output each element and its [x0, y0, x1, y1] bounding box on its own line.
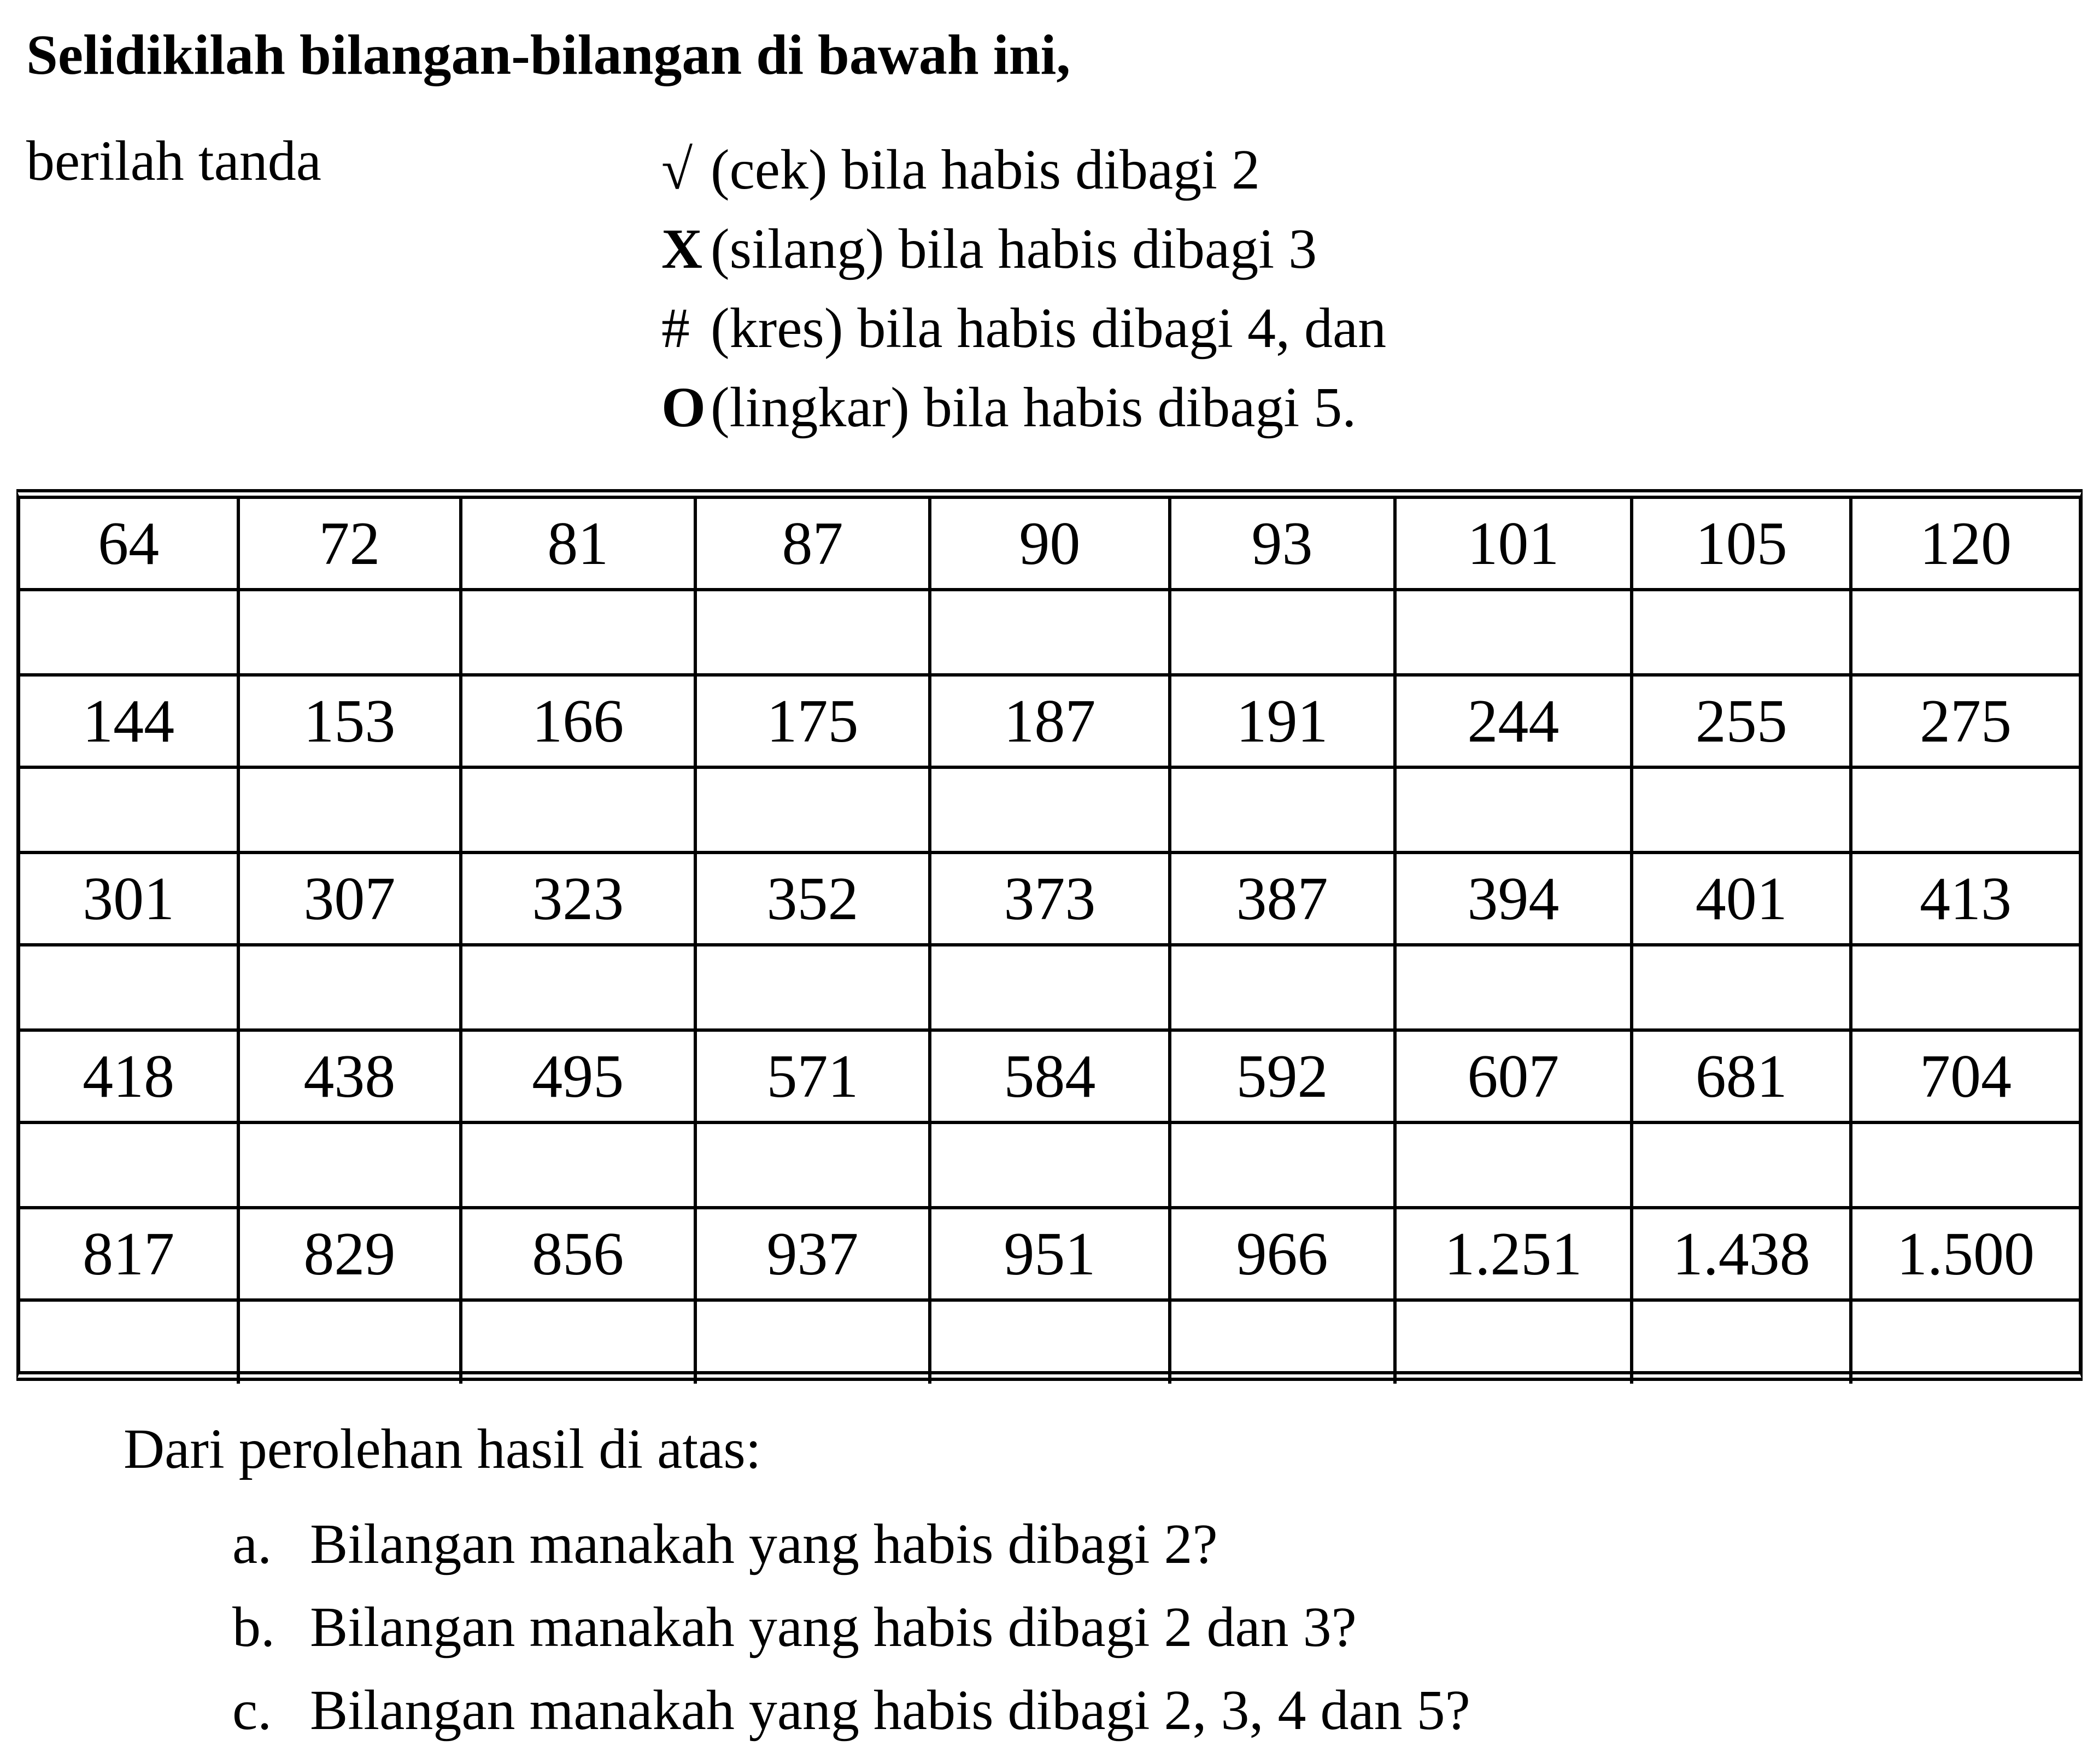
answer-cell[interactable] [461, 1300, 695, 1384]
answer-row [20, 1300, 2079, 1384]
number-cell: 275 [1851, 675, 2079, 767]
answer-cell[interactable] [1395, 767, 1632, 852]
answer-cell[interactable] [238, 945, 460, 1030]
number-cell: 681 [1632, 1030, 1851, 1122]
question-text: Bilangan manakah yang habis dibagi 2 dan 3? [310, 1596, 1357, 1659]
question-item-a [232, 1503, 1470, 1586]
number-cell: 418 [20, 1030, 238, 1122]
legend-text-cross: (silang) bila habis dibagi 3 [711, 217, 1317, 280]
answer-cell[interactable] [461, 1122, 695, 1208]
page-title: Selidikilah bilangan-bilangan di bawah ini, [26, 23, 1071, 86]
number-cell: 301 [20, 852, 238, 945]
answer-cell[interactable] [1632, 1300, 1851, 1384]
number-row [20, 675, 2079, 767]
legend-list [661, 130, 1386, 447]
number-cell: 966 [1170, 1208, 1395, 1300]
answer-cell[interactable] [930, 1122, 1169, 1208]
number-cell: 244 [1395, 675, 1632, 767]
answer-cell[interactable] [1170, 590, 1395, 675]
answer-cell[interactable] [238, 1122, 460, 1208]
legend-item-cross [661, 209, 1386, 289]
number-cell: 584 [930, 1030, 1169, 1122]
number-cell: 175 [695, 675, 930, 767]
question-text: Bilangan manakah yang habis dibagi 2? [310, 1513, 1218, 1575]
answer-cell[interactable] [1851, 945, 2079, 1030]
answer-cell[interactable] [1632, 590, 1851, 675]
number-cell: 571 [695, 1030, 930, 1122]
answer-cell[interactable] [695, 590, 930, 675]
answer-cell[interactable] [461, 945, 695, 1030]
number-cell: 373 [930, 852, 1169, 945]
answer-cell[interactable] [20, 767, 238, 852]
number-cell: 1.500 [1851, 1208, 2079, 1300]
number-cell: 1.251 [1395, 1208, 1632, 1300]
number-cell: 352 [695, 852, 930, 945]
number-cell: 592 [1170, 1030, 1395, 1122]
number-row [20, 852, 2079, 945]
answer-cell[interactable] [1851, 767, 2079, 852]
answer-cell[interactable] [1632, 767, 1851, 852]
answer-cell[interactable] [461, 767, 695, 852]
answer-cell[interactable] [695, 945, 930, 1030]
number-grid-frame [16, 489, 2083, 1381]
legend-item-check [661, 130, 1386, 209]
check-symbol: √ [661, 138, 693, 201]
answer-cell[interactable] [695, 767, 930, 852]
answer-cell[interactable] [1851, 1300, 2079, 1384]
answer-cell[interactable] [20, 945, 238, 1030]
number-cell: 387 [1170, 852, 1395, 945]
number-cell: 607 [1395, 1030, 1632, 1122]
number-cell: 856 [461, 1208, 695, 1300]
number-cell: 144 [20, 675, 238, 767]
legend-item-circle [661, 368, 1386, 447]
answer-cell[interactable] [20, 1300, 238, 1384]
number-row [20, 1208, 2079, 1300]
number-cell: 105 [1632, 499, 1851, 590]
question-item-c [232, 1669, 1470, 1752]
number-cell: 93 [1170, 499, 1395, 590]
answer-cell[interactable] [1170, 1122, 1395, 1208]
answer-cell[interactable] [695, 1122, 930, 1208]
number-cell: 495 [461, 1030, 695, 1122]
number-cell: 153 [238, 675, 460, 767]
number-cell: 191 [1170, 675, 1395, 767]
legend-lead-text: berilah tanda [26, 130, 321, 192]
questions-lead-text: Dari perolehan hasil di atas: [124, 1418, 761, 1480]
number-cell: 817 [20, 1208, 238, 1300]
number-cell: 438 [238, 1030, 460, 1122]
answer-cell[interactable] [1395, 945, 1632, 1030]
question-label: a. [232, 1513, 272, 1575]
answer-cell[interactable] [1632, 1122, 1851, 1208]
answer-cell[interactable] [1170, 1300, 1395, 1384]
answer-cell[interactable] [695, 1300, 930, 1384]
answer-cell[interactable] [461, 590, 695, 675]
answer-cell[interactable] [1395, 1122, 1632, 1208]
hash-symbol: # [661, 297, 690, 360]
number-cell: 64 [20, 499, 238, 590]
legend-text-check: (cek) bila habis dibagi 2 [711, 138, 1260, 201]
number-cell: 401 [1632, 852, 1851, 945]
number-cell: 101 [1395, 499, 1632, 590]
number-cell: 413 [1851, 852, 2079, 945]
number-cell: 72 [238, 499, 460, 590]
number-cell: 951 [930, 1208, 1169, 1300]
number-cell: 255 [1632, 675, 1851, 767]
answer-cell[interactable] [930, 1300, 1169, 1384]
answer-cell[interactable] [238, 590, 460, 675]
number-cell: 937 [695, 1208, 930, 1300]
legend-text-hash: (kres) bila habis dibagi 4, dan [711, 297, 1387, 360]
question-label: b. [232, 1596, 275, 1659]
answer-cell[interactable] [1395, 1300, 1632, 1384]
answer-cell[interactable] [20, 1122, 238, 1208]
question-list [232, 1503, 1470, 1752]
answer-cell[interactable] [1632, 945, 1851, 1030]
number-cell: 829 [238, 1208, 460, 1300]
number-cell: 394 [1395, 852, 1632, 945]
answer-cell[interactable] [238, 767, 460, 852]
number-cell: 120 [1851, 499, 2079, 590]
number-cell: 166 [461, 675, 695, 767]
answer-cell[interactable] [1395, 590, 1632, 675]
answer-cell[interactable] [1851, 590, 2079, 675]
number-grid [20, 499, 2079, 1384]
answer-row [20, 945, 2079, 1030]
number-row [20, 499, 2079, 590]
circle-symbol: O [661, 376, 706, 439]
answer-cell[interactable] [930, 945, 1169, 1030]
answer-row [20, 1122, 2079, 1208]
number-cell: 81 [461, 499, 695, 590]
answer-row [20, 767, 2079, 852]
number-row [20, 1030, 2079, 1122]
answer-cell[interactable] [20, 590, 238, 675]
number-cell: 87 [695, 499, 930, 590]
question-text: Bilangan manakah yang habis dibagi 2, 3, 4 dan 5? [310, 1679, 1470, 1742]
question-label: c. [232, 1679, 272, 1742]
legend-text-circle: (lingkar) bila habis dibagi 5. [711, 376, 1357, 439]
number-cell: 1.438 [1632, 1208, 1851, 1300]
number-cell: 90 [930, 499, 1169, 590]
answer-row [20, 590, 2079, 675]
answer-cell[interactable] [238, 1300, 460, 1384]
cross-symbol: X [661, 217, 703, 280]
answer-cell[interactable] [1851, 1122, 2079, 1208]
question-item-b [232, 1586, 1470, 1669]
answer-cell[interactable] [1170, 945, 1395, 1030]
number-cell: 307 [238, 852, 460, 945]
legend-item-hash [661, 289, 1386, 368]
number-cell: 323 [461, 852, 695, 945]
answer-cell[interactable] [1170, 767, 1395, 852]
answer-cell[interactable] [930, 590, 1169, 675]
number-cell: 187 [930, 675, 1169, 767]
answer-cell[interactable] [930, 767, 1169, 852]
number-cell: 704 [1851, 1030, 2079, 1122]
